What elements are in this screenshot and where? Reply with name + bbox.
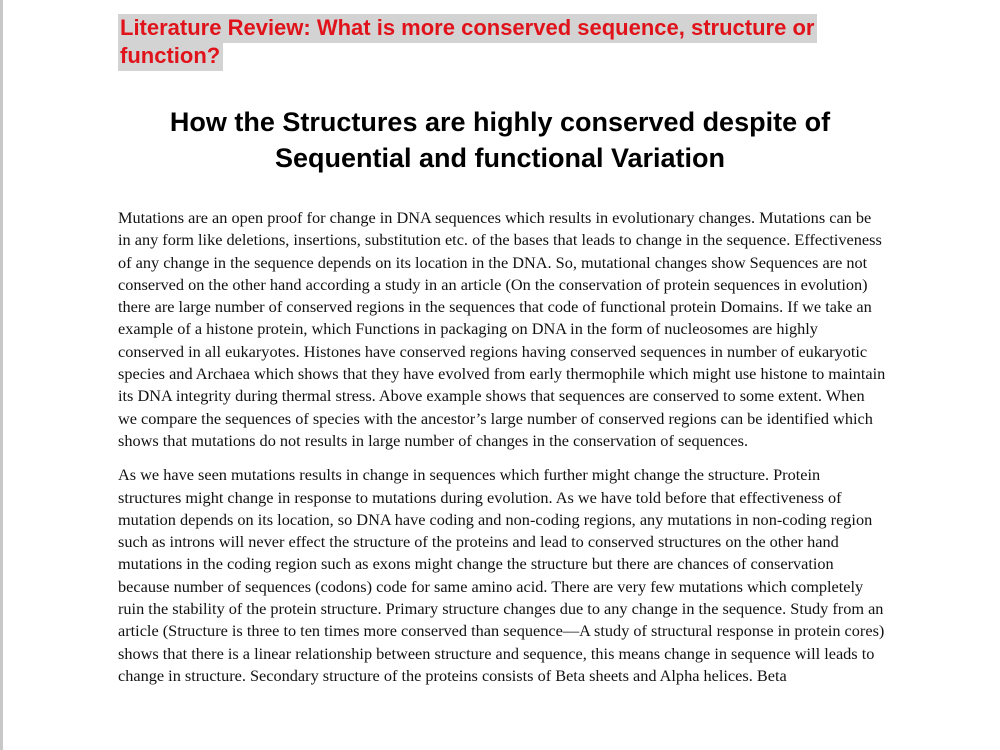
literature-review-title-text: Literature Review: What is more conserved sequence, structure or function? xyxy=(118,14,817,71)
body-text xyxy=(118,207,886,699)
main-heading: How the Structures are highly conserved despite of Sequential and functional Variation xyxy=(169,107,831,174)
literature-review-title xyxy=(118,14,862,70)
paragraph-mutations: Mutations are an open proof for change in DNA sequences which results in evolutionary changes. Mutations can be in any form like deletions, insertions, substitution etc. of the bases that leads to change in the sequence. Effectiveness of any change in the sequence depends on its location in the DNA. So, mutational changes show Sequences are not conserved on the other hand according a study in an article (On the conservation of protein sequences in evolution) there are large number of conserved regions in the sequences that code of functional protein Domains. If we take an example of a histone protein, which Functions in packaging on DNA in the form of nucleosomes are highly conserved in all eukaryotes. Histones have conserved regions having conserved sequences in number of eukaryotic species and Archaea which shows that they have evolved from early thermophile which might use histone to maintain its DNA integrity during thermal stress. Above example shows that sequences are conserved to some extent. When we compare the sequences of species with the ancestor’s large number of conserved regions can be identified which shows that mutations do not results in large number of changes in the conservation of sequences. xyxy=(118,208,886,450)
page-left-border xyxy=(0,0,3,750)
paragraph-structure: As we have seen mutations results in change in sequences which further might change the structure. Protein structures might change in response to mutations during evolution. As we have told before that effectiveness of mutation depends on its location, so DNA have coding and non-coding regions, any mutations in non-coding region such as introns will never effect the structure of the proteins and lead to conserved structures on the other hand mutations in the coding region such as exons might change the structure but there are chances of conservation because number of sequences (codons) code for same amino acid. There are very few mutations which completely ruin the stability of the protein structure. Primary structure changes due to any change in the sequence. Study from an article (Structure is three to ten times more conserved than sequence—A study of structural response in protein cores) shows that there is a linear relationship between structure and sequence, this means change in sequence will leads to change in structure. Secondary structure of the proteins consists of Beta sheets and Alpha helices. Beta xyxy=(118,465,885,685)
